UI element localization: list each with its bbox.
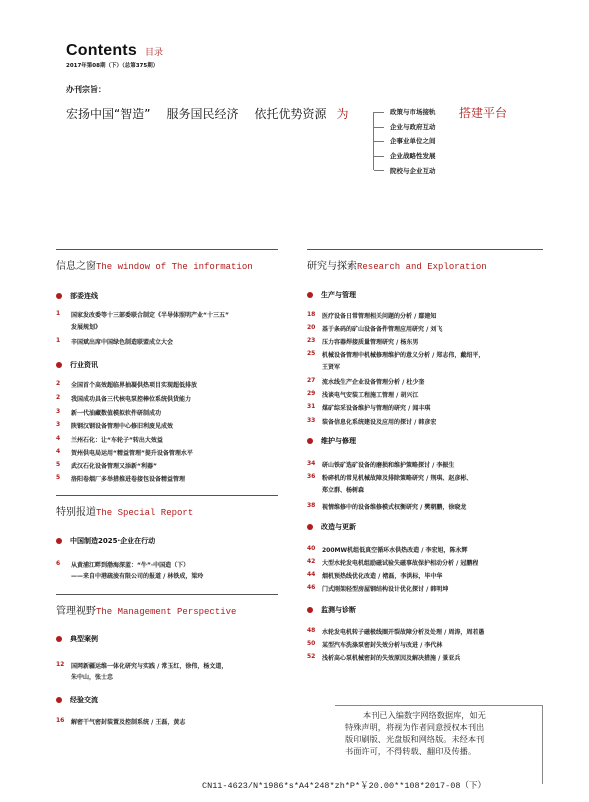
- bullet-dot-icon: [307, 438, 313, 444]
- category-production: 生产与管理: [307, 290, 356, 300]
- branch-item: 院校与企业互动: [390, 166, 436, 175]
- category-renovation: 改造与更新: [307, 522, 356, 532]
- section-info-window: [56, 249, 278, 272]
- publication-code: CN11-4623/N*1986*s*A4*248*zh*P*￥20.00**108*2017-08（下）: [202, 781, 486, 791]
- branch-item: 企事业单位之间: [390, 137, 436, 146]
- section-title: 研究与探索Research and Exploration: [307, 261, 487, 272]
- bullet-dot-icon: [56, 362, 62, 368]
- category-made-in-china: 中国制造2025·企业在行动: [56, 536, 155, 546]
- category-maintenance: 维护与修理: [307, 436, 356, 446]
- branch-list: [390, 105, 436, 178]
- section-management: [56, 594, 278, 617]
- slogan-wei: 为: [336, 107, 349, 121]
- section-title: 特别报道The Special Report: [56, 507, 194, 518]
- notice-line: 特殊声明，将视为作者同意授权本刊出: [345, 722, 485, 732]
- category-industry-news: 行业资讯: [56, 360, 98, 370]
- bullet-dot-icon: [307, 524, 313, 530]
- bullet-dot-icon: [307, 292, 313, 298]
- slogan-part-1: 宏扬中国“智造”: [66, 107, 151, 121]
- category-experience: 经验交流: [56, 695, 98, 705]
- platform-label: 搭建平台: [459, 106, 508, 120]
- section-title: 信息之窗The window of The information: [56, 261, 253, 272]
- category-typical-cases: 典型案例: [56, 634, 98, 644]
- bullet-dot-icon: [307, 607, 313, 613]
- notice-line: 版印刷版、光盘版和网络版。未经本刊: [345, 734, 485, 744]
- slogan-part-2: 服务国民经济: [166, 107, 239, 121]
- branch-item: 企业战略性发展: [390, 152, 436, 161]
- notice-line: 本刊已入编数字网络数据库，如无: [363, 710, 486, 720]
- category-diagnosis: 监测与诊断: [307, 605, 356, 615]
- contents-title: Contents: [66, 42, 137, 59]
- issue-info: 2017年第08期（下）（总第375期）: [66, 63, 159, 69]
- section-special-report: [56, 495, 278, 518]
- bullet-dot-icon: [56, 636, 62, 642]
- tenet-label: 办刊宗旨：: [66, 85, 106, 94]
- masthead: [66, 40, 163, 69]
- notice-line: 书面许可，不得转载、翻印及传播。: [345, 746, 477, 756]
- section-title: 管理视野The Management Perspective: [56, 606, 237, 617]
- branch-item: 政策与市场接轨: [390, 108, 436, 116]
- contents-subtitle: 目录: [144, 48, 163, 58]
- category-ministry: 部委连线: [56, 291, 98, 301]
- section-research: [307, 249, 543, 272]
- bullet-dot-icon: [56, 293, 62, 299]
- bullet-dot-icon: [56, 697, 62, 703]
- copyright-notice: [335, 705, 543, 784]
- bullet-dot-icon: [56, 538, 62, 544]
- branch-item: 企业与政府互动: [390, 122, 436, 131]
- branch-bracket: [373, 112, 387, 170]
- slogan: [66, 105, 348, 122]
- slogan-part-3: 依托优势资源: [254, 107, 327, 121]
